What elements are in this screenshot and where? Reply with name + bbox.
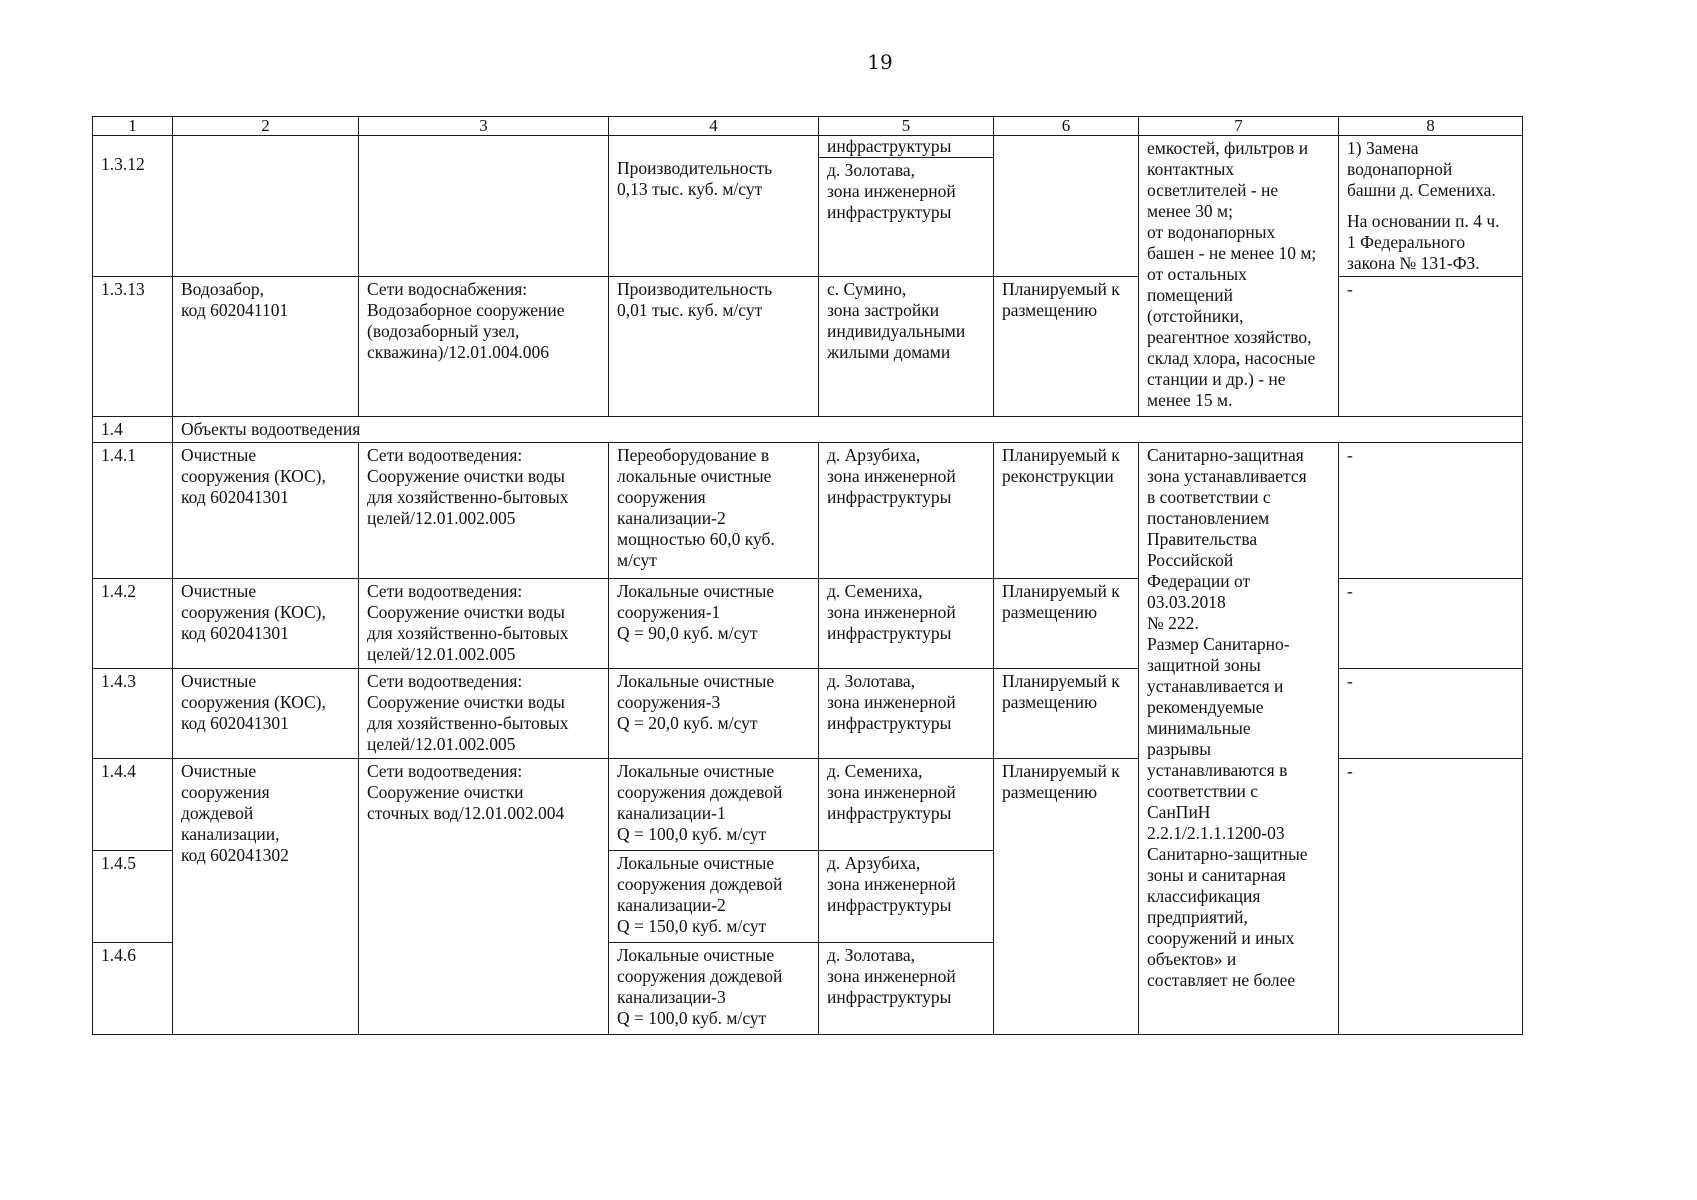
cell-network: Сети водоотведения: Сооружение очистки воды для хозяйственно-бытовых целей/12.01.002.005	[359, 579, 609, 669]
cell-object: Очистные сооружения дождевой канализации, код 602041302	[173, 759, 359, 1035]
cell-capacity: Переоборудование в локальные очистные сооружения канализации-2 мощностью 60,0 куб. м/сут	[609, 443, 819, 579]
section-row	[93, 417, 1523, 443]
header-cell: 2	[173, 117, 359, 136]
objects-table	[92, 116, 1523, 1035]
row-number: 1.3.13	[93, 277, 173, 417]
header-cell: 3	[359, 117, 609, 136]
cell-network: Сети водоснабжения: Водозаборное сооружение (водозаборный узел, скважина)/12.01.004.006	[359, 277, 609, 417]
cell-location: д. Семениха, зона инженерной инфраструктуры	[819, 579, 994, 669]
cell-network: Сети водоотведения: Сооружение очистки воды для хозяйственно-бытовых целей/12.01.002.005	[359, 443, 609, 579]
note-text: На основании п. 4 ч. 1 Федерального закона № 131-ФЗ.	[1347, 211, 1500, 273]
row-number: 1.4.2	[93, 579, 173, 669]
cell-status: Планируемый к размещению	[994, 669, 1139, 759]
cell-status	[994, 136, 1139, 277]
header-cell: 6	[994, 117, 1139, 136]
cell-location: д. Арзубиха, зона инженерной инфраструктуры	[819, 443, 994, 579]
cell-note: -	[1339, 443, 1523, 579]
cell-capacity: Производительность 0,13 тыс. куб. м/сут	[609, 136, 819, 277]
cell-capacity: Локальные очистные сооружения дождевой канализации-2 Q = 150,0 куб. м/сут	[609, 851, 819, 943]
cell-location: д. Золотава, зона инженерной инфраструктуры	[819, 943, 994, 1035]
cell-zone: емкостей, фильтров и контактных осветлителей - не менее 30 м; от водонапорных башен - не менее 10 м; от остальных помещений (отстойники, реагентное хозяйство, склад хлора, насосные станции и др.) - не менее 15 м.	[1139, 136, 1339, 417]
cell-location	[819, 136, 994, 277]
cell-capacity: Производительность 0,01 тыс. куб. м/сут	[609, 277, 819, 417]
cell-object: Очистные сооружения (КОС), код 602041301	[173, 669, 359, 759]
cell-capacity: Локальные очистные сооружения дождевой канализации-1 Q = 100,0 куб. м/сут	[609, 759, 819, 851]
cell-object: Очистные сооружения (КОС), код 602041301	[173, 443, 359, 579]
cell-network	[359, 136, 609, 277]
table-row	[93, 443, 1523, 579]
note-text: 1) Замена водонапорной башни д. Семениха.	[1347, 138, 1496, 200]
row-number: 1.4.3	[93, 669, 173, 759]
cell-note	[1339, 136, 1523, 277]
header-cell: 8	[1339, 117, 1523, 136]
header-cell: 4	[609, 117, 819, 136]
cell-object: Очистные сооружения (КОС), код 602041301	[173, 579, 359, 669]
cell-note: -	[1339, 759, 1523, 1035]
cell-location: д. Семениха, зона инженерной инфраструктуры	[819, 759, 994, 851]
cell-location: д. Арзубиха, зона инженерной инфраструктуры	[819, 851, 994, 943]
table-row	[93, 136, 1523, 277]
section-title: Объекты водоотведения	[173, 417, 1523, 443]
row-number: 1.4.6	[93, 943, 173, 1035]
cell-status: Планируемый к реконструкции	[994, 443, 1139, 579]
location-text: д. Золотава, зона инженерной инфраструктуры	[827, 160, 956, 222]
cell-location: д. Золотава, зона инженерной инфраструктуры	[819, 669, 994, 759]
cell-status: Планируемый к размещению	[994, 579, 1139, 669]
cell-location: с. Сумино, зона застройки индивидуальными жилыми домами	[819, 277, 994, 417]
document-table-container	[92, 116, 1522, 1126]
cell-zone: Санитарно-защитная зона устанавливается в соответствии с постановлением Правительства Российской Федерации от 03.03.2018 № 222. Размер Санитарно- защитной зоны устанавливается и рекомендуемые минимальные разрывы устанавливаются в соответствии с СанПиН 2.2.1/2.1.1.1200-03 Санитарно-защитные зоны и санитарная классификация предприятий, сооружений и иных объектов» и составляет не более	[1139, 443, 1339, 1035]
carryover-text: инфраструктуры	[819, 136, 993, 158]
page-number: 19	[867, 50, 893, 74]
cell-network: Сети водоотведения: Сооружение очистки воды для хозяйственно-бытовых целей/12.01.002.005	[359, 669, 609, 759]
cell-status: Планируемый к размещению	[994, 759, 1139, 1035]
section-number: 1.4	[93, 417, 173, 443]
row-number: 1.4.4	[93, 759, 173, 851]
header-cell: 1	[93, 117, 173, 136]
row-number: 1.4.1	[93, 443, 173, 579]
cell-capacity: Локальные очистные сооружения-3 Q = 20,0 куб. м/сут	[609, 669, 819, 759]
cell-capacity: Локальные очистные сооружения дождевой канализации-3 Q = 100,0 куб. м/сут	[609, 943, 819, 1035]
header-cell: 7	[1139, 117, 1339, 136]
cell-object	[173, 136, 359, 277]
header-cell: 5	[819, 117, 994, 136]
cell-capacity: Локальные очистные сооружения-1 Q = 90,0 куб. м/сут	[609, 579, 819, 669]
cell-note: -	[1339, 277, 1523, 417]
row-number: 1.3.12	[93, 136, 173, 277]
cell-status: Планируемый к размещению	[994, 277, 1139, 417]
header-row	[93, 117, 1523, 136]
cell-note: -	[1339, 579, 1523, 669]
cell-note: -	[1339, 669, 1523, 759]
cell-object: Водозабор, код 602041101	[173, 277, 359, 417]
row-number: 1.4.5	[93, 851, 173, 943]
cell-network: Сети водоотведения: Сооружение очистки сточных вод/12.01.002.004	[359, 759, 609, 1035]
